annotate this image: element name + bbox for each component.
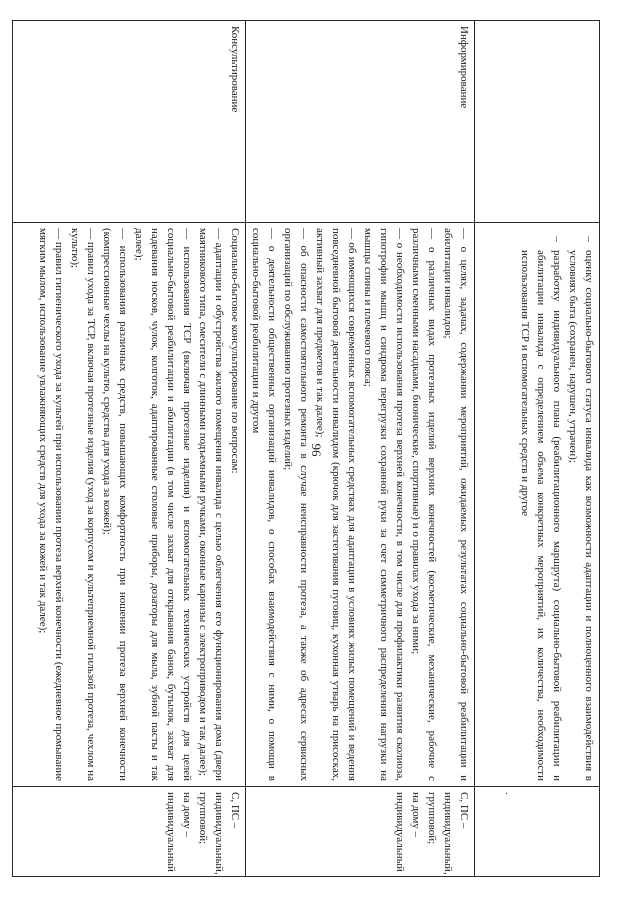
list-item: — о целях, задачах, содержании мероприятий, ожидаемых результатах социально-бытовой реабилитации и абилитации инвалидов; (442, 228, 470, 781)
list-item: — правил ухода за ТСР, включая протезные изделия (уход за корпусом и культеприемной гильзой протеза, чехлом на культю); (69, 228, 97, 781)
form-cell (246, 21, 475, 223)
list-item: — о различных видах протезных изделий верхних конечностей (косметические, механические, рабочие с различными сменными насадками, бионические, спортивные) и о правилах ухода за ними; (410, 228, 438, 781)
services-table (12, 20, 600, 877)
mode-cell: С, ПС – индивидуальный, групповой; на дому – индивидуальный (13, 787, 246, 877)
list-item: — правил гигиенического ухода за культей при использовании протеза верхней конечности (ежедневное промывание мягким мылом, использование увлажняющих средств для ухода за кожей и так далее); (37, 228, 65, 781)
list-item: – оценку социально-бытового статуса инвалида как возможности адаптации и полноценного взаимодействия в условиях быта (сохранен, нарушен, утрачен); (565, 228, 597, 781)
dash-mark: – (551, 236, 563, 242)
form-label: Информирование (458, 26, 470, 109)
content-heading: Социально-бытовое консультирование по вопросам: (229, 228, 241, 474)
table-row (246, 21, 475, 877)
content-cell (246, 223, 475, 787)
list-item: — использования ТСР (включая протезные изделия) и вспомогательных технических устройств для целей социально-бытовой реабилитации и абилитации (в том числе захват для открывания банок, бутылок, захват для надевания носков, чулок, колготок, адаптированные столовые приборы, дозаторы для мыла, зубной пасты и так далее); (133, 228, 193, 781)
page-number: 96 (309, 443, 324, 457)
form-cell (475, 21, 600, 223)
list-item: – разработку индивидуального плана (реабилитационного маршрута) социально-бытовой реабилитации и абилитации инвалида с определением объема конкретных мероприятий, их количества, необходимости использования ТСР и вспомогательных средств и другое (517, 228, 565, 781)
list-item: — о необходимости использования протеза верхней конечности, в том числе для профилактики развития сколиоза, гипотрофии мышц и синдрома перегрузки сохранной руки за счет симметричного распределения нагрузки на мышцы спины и плечевого пояса; (362, 228, 406, 781)
list-item: — о деятельности общественных организаций инвалидов, о способах взаимодействия с ними, о помощи в социально-бытовой реабилитации и другом (250, 228, 278, 781)
list-item: — об имеющихся современных вспомогательных средствах для адаптации в условиях жилых помещений и ведения повседневной бытовой деятельности инвалидом (крючок для застегивания пуговиц, кухонная утварь на присосках, активный захват для предметов и так далее); (314, 228, 358, 781)
mode-cell: . (475, 787, 600, 877)
list-item: — об опасности самостоятельного ремонта в случае неисправности протеза, а также об адресах сервисных организаций по обслуживанию протезных изделий; (282, 228, 310, 781)
list-item: — использования различных средств, повышающих комфортность при ношении протеза верхней конечности (компрессионные чехлы на культю, средства для ухода за кожей); (101, 228, 129, 781)
list-item: — адаптации и обустройства жилого помещения инвалида с целью облегчения его функционирования дома (двери маятникового типа, смесители с длинными подъемными ручками, оконные карнизы с электроприводом и так далее); (197, 228, 225, 781)
rotated-page-content (32, 20, 600, 876)
form-cell (13, 21, 246, 223)
table-row (13, 21, 246, 877)
form-label: Консультирование (229, 26, 241, 113)
content-cell (13, 223, 246, 787)
dash-mark: – (583, 236, 595, 242)
content-cell (475, 223, 600, 787)
table-row (475, 21, 600, 877)
mode-cell: С, ПС – индивидуальный, групповой; на дому – индивидуальный (246, 787, 475, 877)
